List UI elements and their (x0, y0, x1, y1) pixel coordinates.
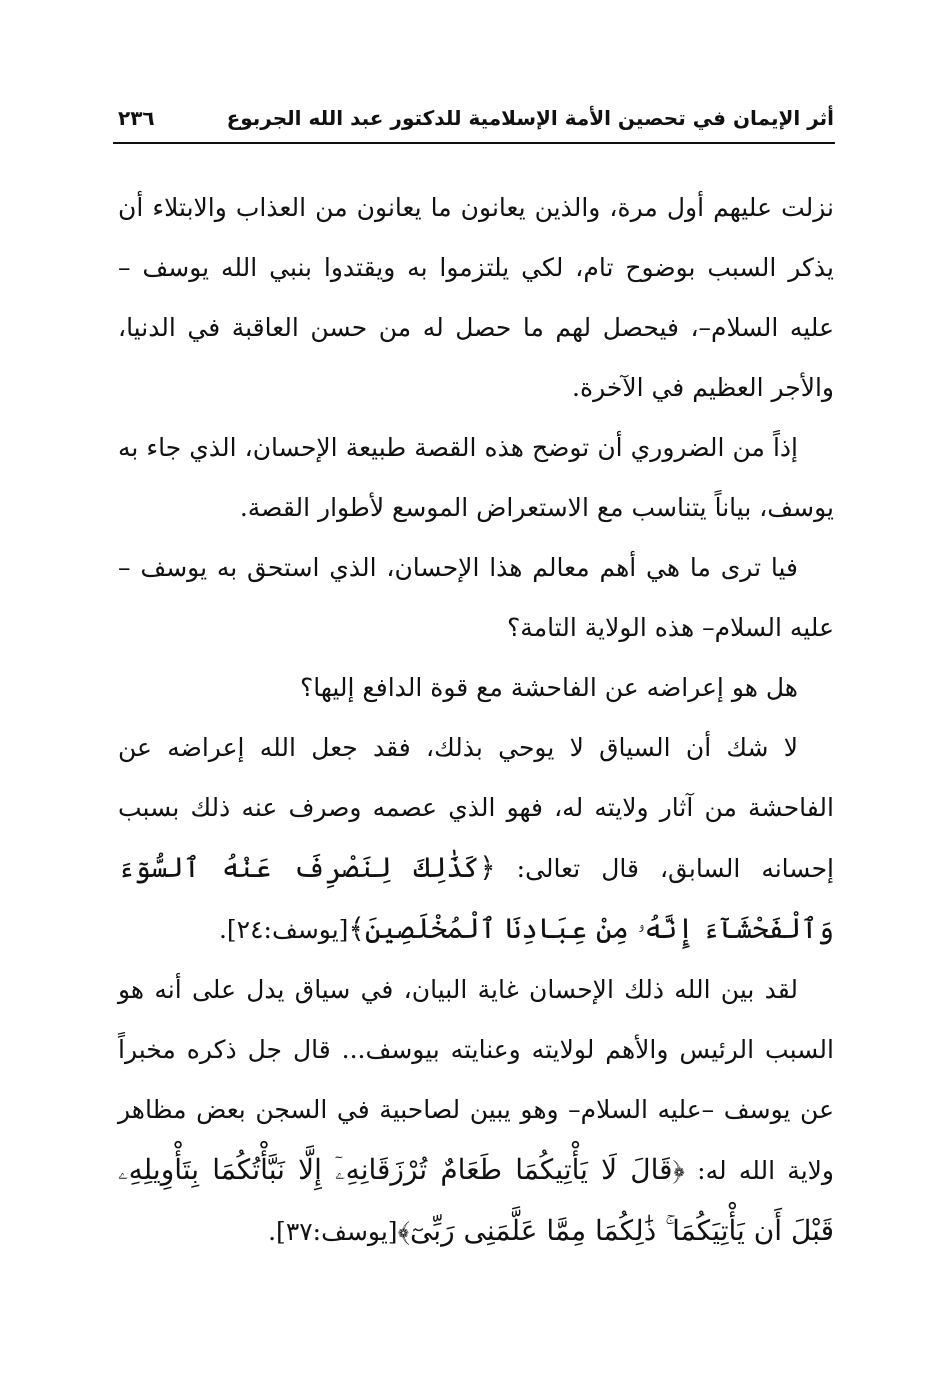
header-divider (113, 142, 835, 144)
page-number: ٢٣٦ (118, 106, 155, 130)
paragraph: إذاً من الضروري أن توضح هذه القصة طبيعة الإحسان، الذي جاء به يوسف، بياناً يتناسب مع الاستعراض الموسع لأطوار القصة. (118, 433, 834, 522)
quran-verse: ﴿قَالَ لَا يَأْتِيكُمَا طَعَامٌ تُرْزَقَانِهِۦٓ إِلَّا نَبَّأْتُكُمَا بِتَأْوِيلِهِۦ قَبْلَ أَن يَأْتِيَكُمَا ۚ ذَٰلِكُمَا مِمَّا عَلَّمَنِى رَبِّىٓ﴾ (118, 1153, 834, 1247)
verse-reference: [يوسف:٣٧]. (268, 1217, 398, 1246)
paragraph: فيا ترى ما هي أهم معالم هذا الإحسان، الذي استحق به يوسف –عليه السلام– هذه الولاية التامة؟ (118, 553, 834, 642)
quran-verse: ﴿كَذَٰلِكَ لِنَصْرِفَ عَنْهُ ٱلسُّوٓءَ وَٱلْفَحْشَآءَ إِنَّهُۥ مِنْ عِبَادِنَا ٱلْمُخْلَصِينَ﴾ (118, 851, 834, 945)
paragraph: هل هو إعراضه عن الفاحشة مع قوة الدافع إليها؟ (299, 673, 798, 702)
paragraph-text: لا شك أن السياق لا يوحي بذلك، فقد جعل الله إعراضه عن الفاحشة من آثار ولايته له، فهو الذي عصمه وصرف عنه ذلك بسبب إحسانه السابق، قال تعالى: (118, 733, 834, 883)
running-header (118, 98, 834, 138)
page-body (118, 178, 834, 1262)
paragraph-text: لقد بين الله ذلك الإحسان غاية البيان، في سياق يدل على أنه هو السبب الرئيس والأهم لولايته وعنايته بيوسف... قال جل ذكره مخبراً عن يوسف –عليه السلام– وهو يبين لصاحبية في السجن بعض مظاهر ولاية الله له: (118, 975, 834, 1185)
paragraph: نزلت عليهم أول مرة، والذين يعانون ما يعانون من العذاب والابتلاء أن يذكر السبب بوضوح تام، لكي يلتزموا به ويقتدوا بنبي الله يوسف –عليه السلام–، فيحصل لهم ما حصل له من حسن العاقبة في الدنيا، والأجر العظيم في الآخرة. (118, 193, 834, 402)
header-title: أثر الإيمان في تحصين الأمة الإسلامية للدكتور عبد الله الجربوع (226, 106, 834, 130)
verse-reference: [يوسف:٢٤]. (218, 915, 349, 944)
paragraph-with-verse (118, 960, 834, 1262)
paragraph-with-verse (118, 718, 834, 960)
